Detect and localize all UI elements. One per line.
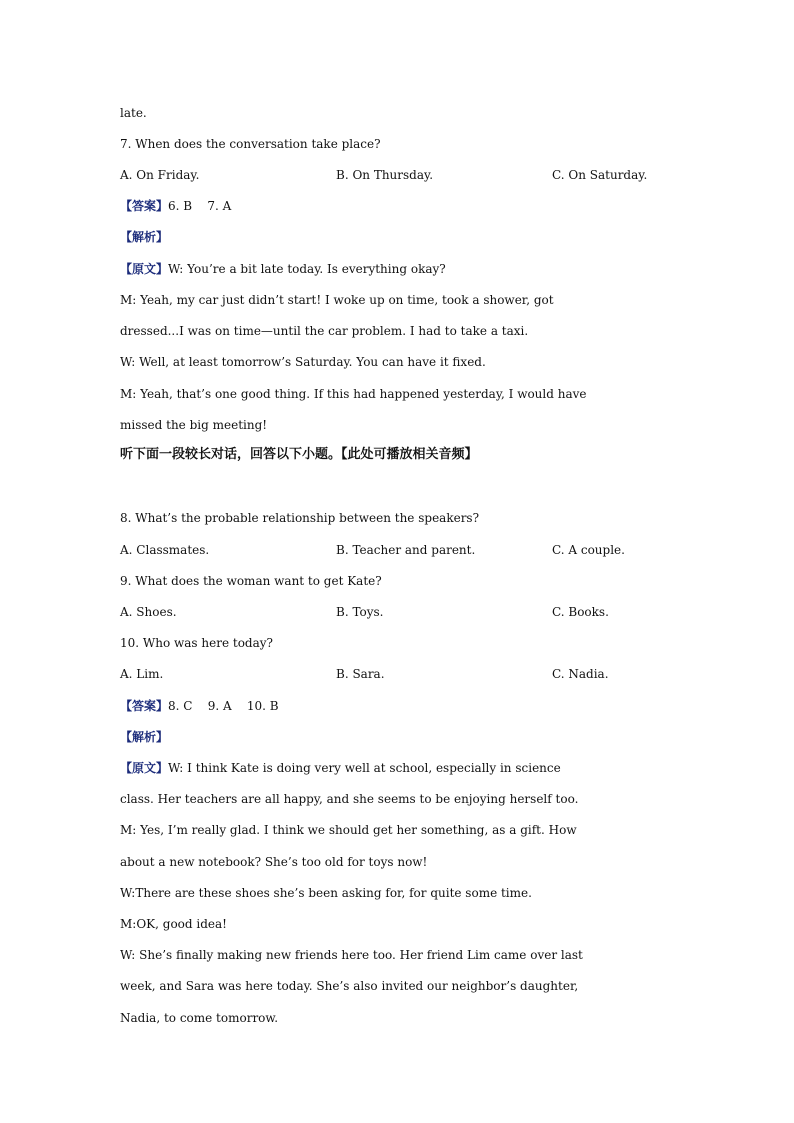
q9-option-a: A. Shoes.: [120, 605, 177, 619]
q8-option-b: B. Teacher and parent.: [336, 543, 476, 557]
question-9: 9. What does the woman want to get Kate?: [120, 574, 382, 588]
q7-option-b: B. On Thursday.: [336, 168, 434, 182]
transcript-line: week, and Sara was here today. She’s also invited our neighbor’s daughter,: [120, 979, 579, 993]
answer-line-1: [120, 198, 231, 214]
yuanwen-tag: 【原文】: [120, 262, 169, 276]
transcript-text: W: You’re a bit late today. Is everything okay?: [168, 262, 446, 276]
yuanwen-tag: 【原文】: [120, 761, 169, 775]
listening-instruction: 听下面一段较长对话，回答以下小题。【此处可播放相关音频】: [120, 447, 478, 462]
transcript-line: [120, 261, 446, 277]
transcript-line: class. Her teachers are all happy, and she seems to be enjoying herself too.: [120, 792, 579, 806]
analysis-heading: 【解析】: [120, 730, 169, 744]
transcript-line: Nadia, to come tomorrow.: [120, 1011, 279, 1025]
q7-option-c: C. On Saturday.: [552, 168, 648, 182]
question-10: 10. Who was here today?: [120, 636, 273, 650]
analysis-heading: 【解析】: [120, 230, 169, 244]
q9-option-c: C. Books.: [552, 605, 609, 619]
question-7: 7. When does the conversation take place?: [120, 137, 381, 151]
transcript-line: missed the big meeting!: [120, 418, 268, 432]
transcript-line: W:There are these shoes she’s been asking for, for quite some time.: [120, 886, 532, 900]
q10-option-c: C. Nadia.: [552, 667, 609, 681]
transcript-line: M: Yeah, that’s one good thing. If this had happened yesterday, I would have: [120, 387, 587, 401]
q10-option-a: A. Lim.: [120, 667, 164, 681]
answer-tag: 【答案】: [120, 199, 169, 213]
answer-values: 8. C 9. A 10. B: [168, 699, 279, 713]
transcript-line: M: Yes, I’m really glad. I think we should get her something, as a gift. How: [120, 823, 577, 837]
transcript-line: M: Yeah, my car just didn’t start! I woke up on time, took a shower, got: [120, 293, 554, 307]
q8-option-c: C. A couple.: [552, 543, 625, 557]
question-8: 8. What’s the probable relationship between the speakers?: [120, 511, 480, 525]
answer-line-2: [120, 698, 279, 714]
transcript-text: W: I think Kate is doing very well at school, especially in science: [168, 761, 561, 775]
answer-tag: 【答案】: [120, 699, 169, 713]
transcript-line: [120, 760, 561, 776]
q8-option-a: A. Classmates.: [120, 543, 210, 557]
continued-text: late.: [120, 106, 147, 120]
transcript-line: M:OK, good idea!: [120, 917, 227, 931]
transcript-line: about a new notebook? She’s too old for toys now!: [120, 855, 428, 869]
transcript-line: dressed...I was on time—until the car problem. I had to take a taxi.: [120, 324, 529, 338]
transcript-line: W: Well, at least tomorrow’s Saturday. You can have it fixed.: [120, 355, 486, 369]
q10-option-b: B. Sara.: [336, 667, 385, 681]
answer-values: 6. B 7. A: [168, 199, 232, 213]
transcript-line: W: She’s finally making new friends here too. Her friend Lim came over last: [120, 948, 583, 962]
q9-option-b: B. Toys.: [336, 605, 384, 619]
q7-option-a: A. On Friday.: [120, 168, 200, 182]
